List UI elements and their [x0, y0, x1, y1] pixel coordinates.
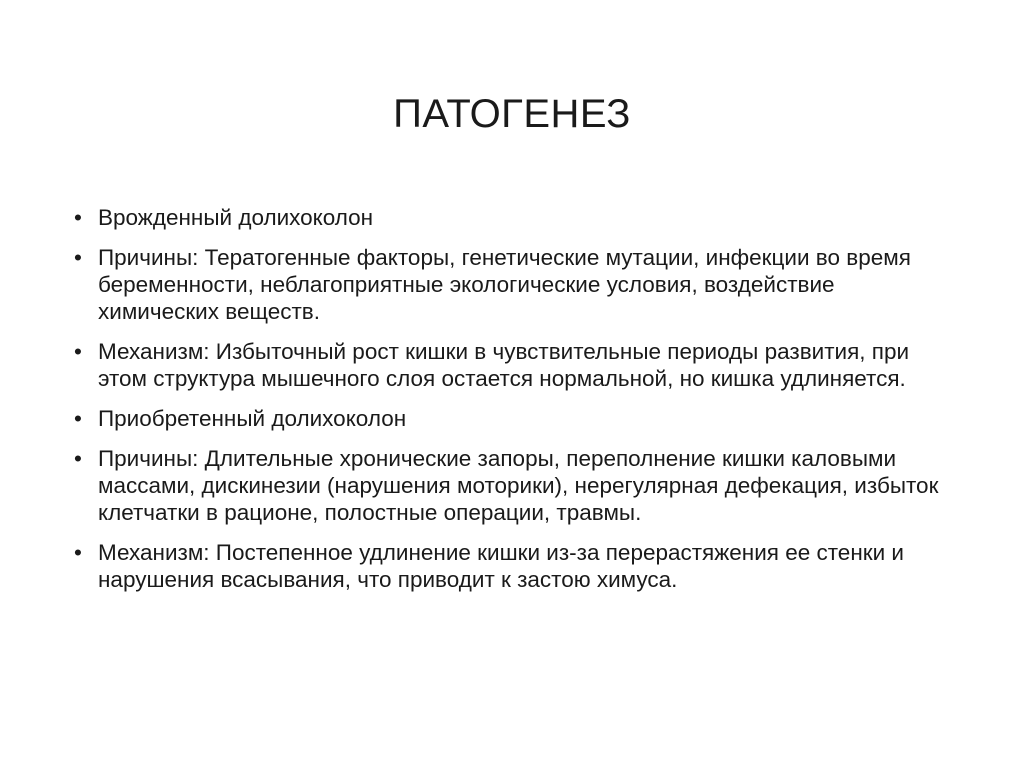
bullet-text: Механизм: Постепенное удлинение кишки из-за перерастяжения ее стенки и нарушения всасывания, что приводит к застою химуса.	[98, 540, 904, 592]
bullet-item-acquired-mechanism	[74, 539, 954, 593]
bullet-list	[74, 204, 954, 606]
bullet-icon: •	[74, 540, 82, 565]
bullet-icon: •	[74, 446, 82, 471]
bullet-icon: •	[74, 339, 82, 364]
bullet-text: Приобретенный долихоколон	[98, 406, 407, 431]
bullet-text: Врожденный долихоколон	[98, 205, 374, 230]
bullet-text: Механизм: Избыточный рост кишки в чувствительные периоды развития, при этом структура мышечного слоя остается нормальной, но кишка удлиняется.	[98, 339, 910, 391]
bullet-text: Причины: Длительные хронические запоры, переполнение кишки каловыми массами, дискинезии (нарушения моторики), нерегулярная дефекация, избыток клетчатки в рационе, полостные операции, травмы.	[98, 446, 939, 525]
slide-title: ПАТОГЕНЕЗ	[393, 92, 631, 136]
bullet-item-congenital	[74, 204, 954, 231]
bullet-icon: •	[74, 205, 82, 230]
bullet-item-congenital-causes	[74, 244, 954, 325]
bullet-item-acquired-causes	[74, 445, 954, 526]
bullet-icon: •	[74, 406, 82, 431]
bullet-text: Причины: Тератогенные факторы, генетические мутации, инфекции во время беременности, неблагоприятные экологические условия, воздействие химических веществ.	[98, 245, 911, 324]
bullet-item-congenital-mechanism	[74, 338, 954, 392]
bullet-item-acquired	[74, 405, 954, 432]
bullet-icon: •	[74, 245, 82, 270]
